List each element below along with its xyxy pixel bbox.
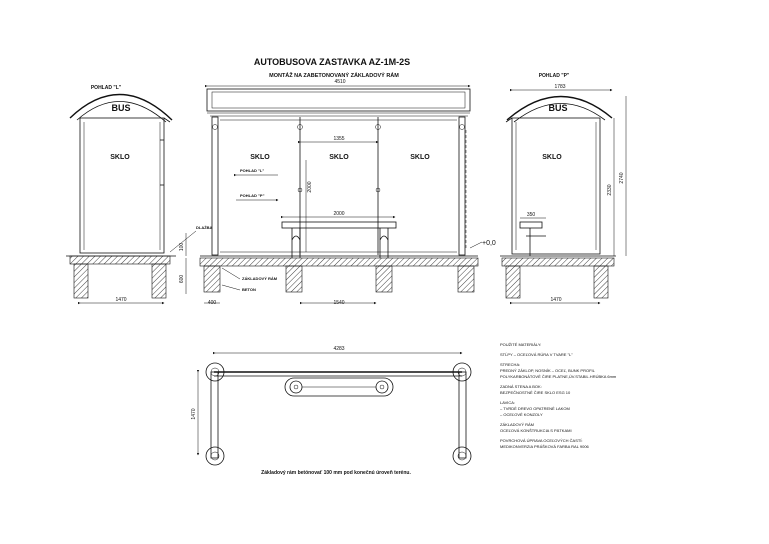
arrow-label-left: POHLAD "L" [240,168,265,173]
height-2740-dim: 2740 [619,172,625,184]
note-line: POUŽITÉ MATERIÁLY: [500,342,542,347]
left-side-view [66,85,213,303]
bench-depth-dim: 350 [526,212,536,218]
note-line: OCEĽOVÁ KONŠTRUKCIA S PÄTKAMI [500,428,572,433]
left-600-dim: 600 [179,274,185,284]
front-view [200,79,496,306]
plan-depth-dim: 1470 [191,408,197,420]
note-line: STRECHA: [500,362,521,367]
bench-length-dim: 2000 [333,211,345,217]
level-label: +0,0 [482,240,496,247]
left-100-dim: 100 [179,242,185,252]
total-width-dim: 4510 [334,79,346,85]
left-depth-dim: 1470 [115,297,127,303]
left-glass-label: SKLO [110,154,130,161]
note-line: PREDNÝ ZÁKLOP, NOSNÍK – OCEĽ, BUNK PROFIL [500,368,595,373]
right-side-view [500,73,626,303]
bay-width-dim: 1355 [333,136,345,142]
drawing-subtitle: MONTÁŽ NA ZABETONOVANÝ ZÁKLADOVÝ RÁM [269,73,399,79]
title-block [254,57,410,79]
note-line: – TVRDÉ DREVO OPATRENÉ LAKOM [500,406,570,411]
materials-notes [500,342,617,449]
bottom-1540-dim: 1540 [333,300,345,306]
right-bus-sign: BUS [548,103,568,113]
dlazba-label: DLAŽBA [196,225,213,230]
front-glass-left: SKLO [250,154,270,161]
height-2000-dim: 2000 [307,181,313,193]
note-line: ZADNÁ STENA A BOK: [500,384,542,389]
right-depth-bottom-dim: 1470 [550,297,562,303]
front-glass-right: SKLO [410,154,430,161]
beton-label: BETON [242,287,256,292]
plan-caption: Základový rám betónovať 100 mm pod konečnú úroveň terénu. [261,470,411,476]
right-depth-top-dim: 1783 [554,84,566,90]
left-view-label: POHLAD "L" [90,85,122,91]
plan-view [191,346,471,476]
zakladovy-ram-label: ZÁKLADOVÝ RÁM [242,276,278,281]
plan-width-dim: 4283 [333,346,345,352]
note-line: – OCEĽOVÉ KONZOLY [500,412,543,417]
front-glass-center: SKLO [329,154,349,161]
right-view-label: POHLAD "P" [538,73,570,79]
note-line: POVRCHOVÁ ÚPRAVA OCEĽOVÝCH ČASTÍ: [500,438,583,443]
bottom-400-dim: 400 [207,300,217,306]
arrow-label-right: POHLAD "P" [240,193,265,198]
left-bus-sign: BUS [111,103,131,113]
note-line: ZÁKLADOVÝ RÁM [500,422,535,427]
note-line: LAVICA: [500,400,516,405]
note-line: BEZPEČNOSTNÉ ČIRE SKLO ESG 10 [500,390,571,395]
drawing-title: AUTOBUSOVA ZASTAVKA AZ-1M-2S [253,57,411,67]
right-glass-label: SKLO [542,154,562,161]
note-line: STĹPY – OCEĽOVÁ RÚRA V TVARE "L" [500,352,573,357]
height-2330-dim: 2330 [607,184,613,196]
note-line: MEDIKONVERZIA PRÁŠKOVÁ FARBA RAL 9006 [500,444,589,449]
note-line: POLYKARBONÁTOVÉ ČIRE PLATNE,ÚV.STABIL.HRÚBKA 6mm [500,374,617,379]
